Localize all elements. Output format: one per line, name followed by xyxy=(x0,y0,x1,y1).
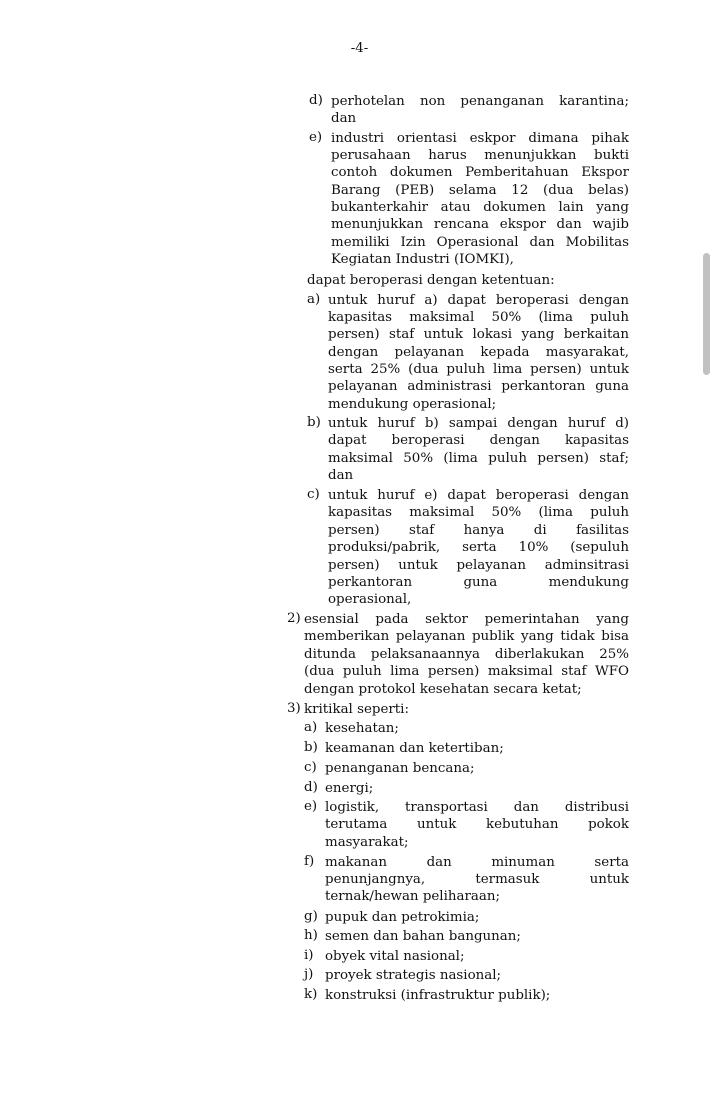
list-marker: c) xyxy=(304,759,317,775)
list-marker: g) xyxy=(304,908,318,924)
list-line: ternak/hewan peliharaan; xyxy=(325,889,500,905)
list-marker: e) xyxy=(304,799,318,814)
list-line: masyarakat; xyxy=(325,834,409,850)
list-line: bukanterkahir atau dokumen lain yang xyxy=(331,200,629,216)
ketentuan-item-b xyxy=(307,415,629,485)
list-line: obyek vital nasional; xyxy=(325,948,465,964)
list-marker: d) xyxy=(309,93,323,108)
list-line: contoh dokumen Pemberitahuan Ekspor xyxy=(331,165,629,181)
list-line: kapasitas maksimal 50% (lima puluh xyxy=(328,309,629,325)
list-marker: a) xyxy=(307,291,321,307)
list-line: operasional, xyxy=(328,592,412,608)
list-marker: c) xyxy=(307,487,320,502)
kritikal-item-j xyxy=(304,967,629,984)
list-marker: 3) xyxy=(287,700,301,716)
list-line: Barang (PEB) selama 12 (dua belas) xyxy=(331,182,629,198)
numbered-item-3 xyxy=(287,701,629,718)
list-line: pupuk dan petrokimia; xyxy=(325,909,480,925)
list-line: pelayanan administrasi perkantoran guna xyxy=(328,379,629,395)
list-line: untuk huruf a) dapat beroperasi dengan xyxy=(328,292,629,308)
list-marker: 2) xyxy=(287,611,301,626)
list-line: produksi/pabrik, serta 10% (sepuluh xyxy=(328,540,629,556)
list-line: mendukung operasional; xyxy=(328,396,497,412)
list-line: perkantoran guna mendukung xyxy=(328,574,629,590)
list-line: perhotelan non penanganan karantina; xyxy=(331,94,629,109)
kritikal-item-g xyxy=(304,909,629,926)
kritikal-item-d xyxy=(304,780,629,797)
kritikal-item-a xyxy=(304,720,629,737)
kritikal-item-f xyxy=(304,854,629,906)
ketentuan-item-c xyxy=(307,487,629,609)
list-line: proyek strategis nasional; xyxy=(325,968,502,983)
list-line: memiliki Izin Operasional dan Mobilitas xyxy=(331,234,629,250)
list-line: esensial pada sektor pemerintahan yang xyxy=(304,612,629,627)
list-line: ditunda pelaksanaannya diberlakukan 25% xyxy=(304,646,629,662)
list-marker: b) xyxy=(307,415,321,430)
list-line: menunjukkan rencana ekspor dan wajib xyxy=(331,217,629,233)
list-line: untuk huruf e) dapat beroperasi dengan xyxy=(328,488,629,503)
list-line: logistik, transportasi dan distribusi xyxy=(325,800,629,815)
list-line: konstruksi (infrastruktur publik); xyxy=(325,987,551,1003)
list-line: perusahaan harus menunjukkan bukti xyxy=(331,147,629,163)
kritikal-item-i xyxy=(304,948,629,965)
numbered-item-2 xyxy=(287,611,629,698)
list-line: dan xyxy=(328,468,354,484)
list-line: persen) staf untuk lokasi yang berkaitan xyxy=(328,327,629,343)
list-marker: e) xyxy=(309,129,323,145)
list-line: serta 25% (dua puluh lima persen) untuk xyxy=(328,362,629,378)
list-line: dan xyxy=(331,111,357,127)
list-item-e xyxy=(309,130,629,269)
kritikal-item-e xyxy=(304,799,629,851)
list-line: keamanan dan ketertiban; xyxy=(325,740,504,756)
list-marker: k) xyxy=(304,986,318,1002)
list-line: kapasitas maksimal 50% (lima puluh xyxy=(328,505,629,521)
list-line: memberikan pelayanan publik yang tidak bisa xyxy=(304,629,629,645)
list-marker: a) xyxy=(304,719,318,735)
list-line: kritikal seperti: xyxy=(304,701,409,717)
list-marker: h) xyxy=(304,928,318,943)
list-line: penanganan bencana; xyxy=(325,760,475,776)
list-line: persen) staf hanya di fasilitas xyxy=(328,522,629,538)
list-line: kesehatan; xyxy=(325,720,399,736)
list-marker: b) xyxy=(304,739,318,755)
kritikal-item-b xyxy=(304,740,629,757)
list-line: dapat beroperasi dengan kapasitas xyxy=(328,433,629,449)
ketentuan-item-a xyxy=(307,292,629,414)
kritikal-item-k xyxy=(304,987,629,1004)
list-line: dengan pelayanan kepada masyarakat, xyxy=(328,344,629,360)
page-number: -4- xyxy=(350,41,369,56)
list-line: persen) untuk pelayanan adminsitrasi xyxy=(328,557,629,573)
list-line: semen dan bahan bangunan; xyxy=(325,929,521,944)
list-line: terutama untuk kebutuhan pokok xyxy=(325,817,629,833)
list-line: (dua puluh lima persen) maksimal staf WFO xyxy=(304,664,629,680)
list-line: industri orientasi eskpor dimana pihak xyxy=(331,130,629,146)
list-line: untuk huruf b) sampai dengan huruf d) xyxy=(328,416,629,431)
list-item-d xyxy=(309,93,629,128)
list-line: maksimal 50% (lima puluh persen) staf; xyxy=(328,450,629,466)
kritikal-item-c xyxy=(304,760,629,777)
list-line: penunjangnya, termasuk untuk xyxy=(325,871,629,887)
list-marker: d) xyxy=(304,779,318,795)
list-line: makanan dan minuman serta xyxy=(325,854,629,870)
list-marker: j) xyxy=(304,967,314,982)
list-marker: f) xyxy=(304,853,315,869)
vertical-scrollbar-thumb[interactable] xyxy=(703,253,710,375)
list-line: dengan protokol kesehatan secara ketat; xyxy=(304,681,582,697)
ketentuan-label: dapat beroperasi dengan ketentuan: xyxy=(307,272,555,288)
list-line: energi; xyxy=(325,780,374,796)
list-line: Kegiatan Industri (IOMKI), xyxy=(331,252,514,268)
list-marker: i) xyxy=(304,947,314,963)
kritikal-item-h xyxy=(304,928,629,945)
